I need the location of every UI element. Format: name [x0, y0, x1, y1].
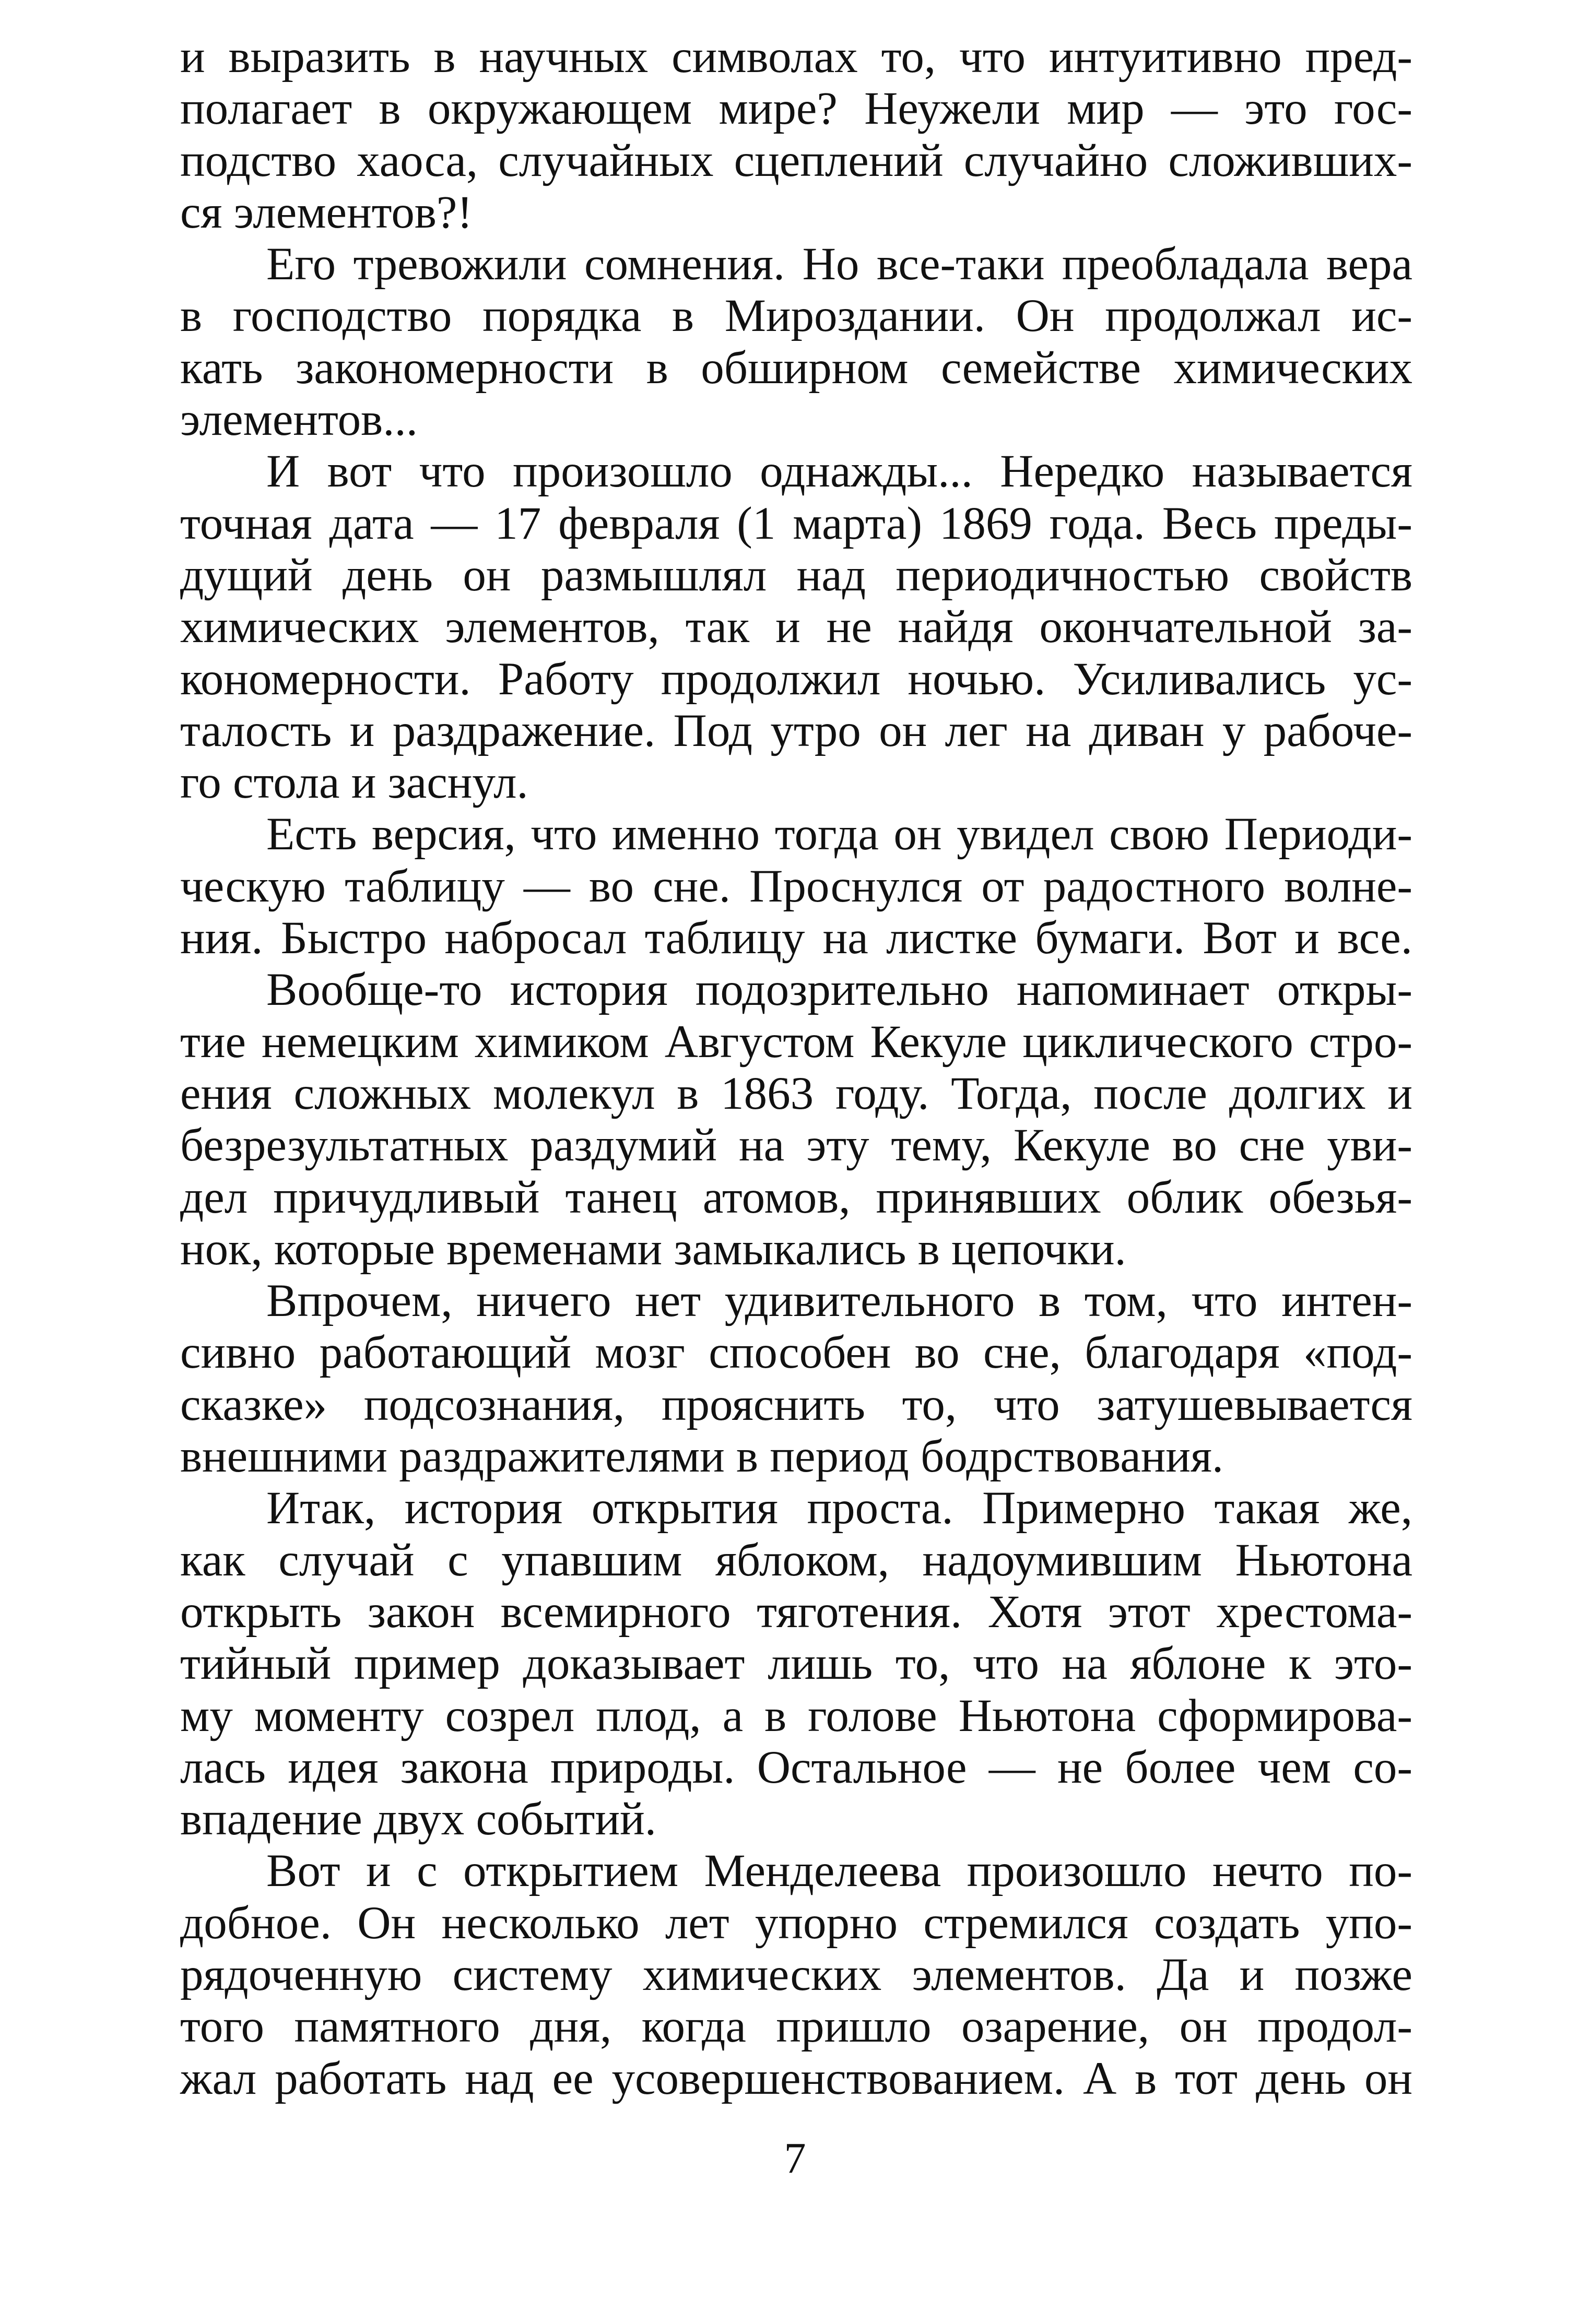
text-line: ения сложных молекул в 1863 году. Тогда, после долгих и: [180, 1068, 1412, 1119]
text-line: ния. Быстро набросал таблицу на листке бумаги. Вот и все.: [180, 912, 1412, 964]
text-line: сивно работающий мозг способен во сне, благодаря «под-: [180, 1327, 1412, 1379]
text-line: полагает в окружающем мире? Неужели мир — это гос-: [180, 83, 1412, 135]
text-line: жал работать над ее усовершенствованием. А в тот день он: [180, 2053, 1412, 2104]
text-line: дел причудливый танец атомов, принявших облик обезья-: [180, 1171, 1412, 1223]
text-line: внешними раздражителями в период бодрствования.: [180, 1431, 1224, 1483]
text-line: дущий день он размышлял над периодичностью свойств: [180, 549, 1412, 601]
text-line: как случай с упавшим яблоком, надоумившим Ньютона: [180, 1534, 1412, 1586]
text-line: нок, которые временами замыкались в цепочки.: [180, 1223, 1126, 1275]
text-line: лась идея закона природы. Остальное — не более чем со-: [180, 1741, 1412, 1793]
text-line: ческую таблицу — во сне. Проснулся от радостного волне-: [180, 860, 1412, 912]
text-line: Впрочем, ничего нет удивительного в том, что интен-: [266, 1275, 1412, 1327]
text-line: в господство порядка в Мироздании. Он продолжал ис-: [180, 290, 1412, 342]
text-line: тие немецким химиком Августом Кекуле циклического стро-: [180, 1016, 1412, 1068]
text-line: Вот и с открытием Менделеева произошло нечто по-: [266, 1845, 1412, 1897]
text-line: И вот что произошло однажды... Нередко называется: [266, 446, 1412, 497]
text-line: рядоченную систему химических элементов. Да и позже: [180, 1949, 1412, 2000]
text-line: ся элементов?!: [180, 186, 473, 238]
text-line: Есть версия, что именно тогда он увидел свою Периоди-: [266, 809, 1412, 860]
text-line: безрезультатных раздумий на эту тему, Кекуле во сне уви-: [180, 1120, 1412, 1171]
text-line: Вообще-то история подозрительно напоминает откры-: [266, 964, 1412, 1016]
text-line: го стола и заснул.: [180, 757, 528, 809]
text-line: элементов...: [180, 394, 418, 446]
page-number: 7: [784, 2134, 806, 2183]
text-line: кономерности. Работу продолжил ночью. Усиливались ус-: [180, 653, 1412, 705]
text-line: подство хаоса, случайных сцеплений случайно сложивших-: [180, 135, 1412, 186]
text-line: и выразить в научных символах то, что интуитивно пред-: [180, 31, 1412, 82]
text-line: химических элементов, так и не найдя окончательной за-: [180, 601, 1412, 653]
text-line: Его тревожили сомнения. Но все-таки преобладала вера: [266, 239, 1412, 290]
text-line: кать закономерности в обширном семействе химических: [180, 342, 1412, 394]
text-line: открыть закон всемирного тяготения. Хотя этот хрестома-: [180, 1586, 1412, 1638]
text-line: талость и раздражение. Под утро он лег на диван у рабоче-: [180, 705, 1412, 756]
text-line: впадение двух событий.: [180, 1794, 656, 1845]
text-line: тийный пример доказывает лишь то, что на яблоне к это-: [180, 1638, 1412, 1690]
text-line: Итак, история открытия проста. Примерно такая же,: [266, 1483, 1412, 1534]
text-line: точная дата — 17 февраля (1 марта) 1869 года. Весь преды-: [180, 497, 1412, 549]
body-text: [180, 31, 1412, 2105]
text-line: добное. Он несколько лет упорно стремился создать упо-: [180, 1897, 1412, 1949]
text-line: сказке» подсознания, прояснить то, что затушевывается: [180, 1379, 1412, 1430]
text-line: того памятного дня, когда пришло озарение, он продол-: [180, 2001, 1412, 2053]
text-line: му моменту созрел плод, а в голове Ньютона сформирова-: [180, 1690, 1412, 1741]
